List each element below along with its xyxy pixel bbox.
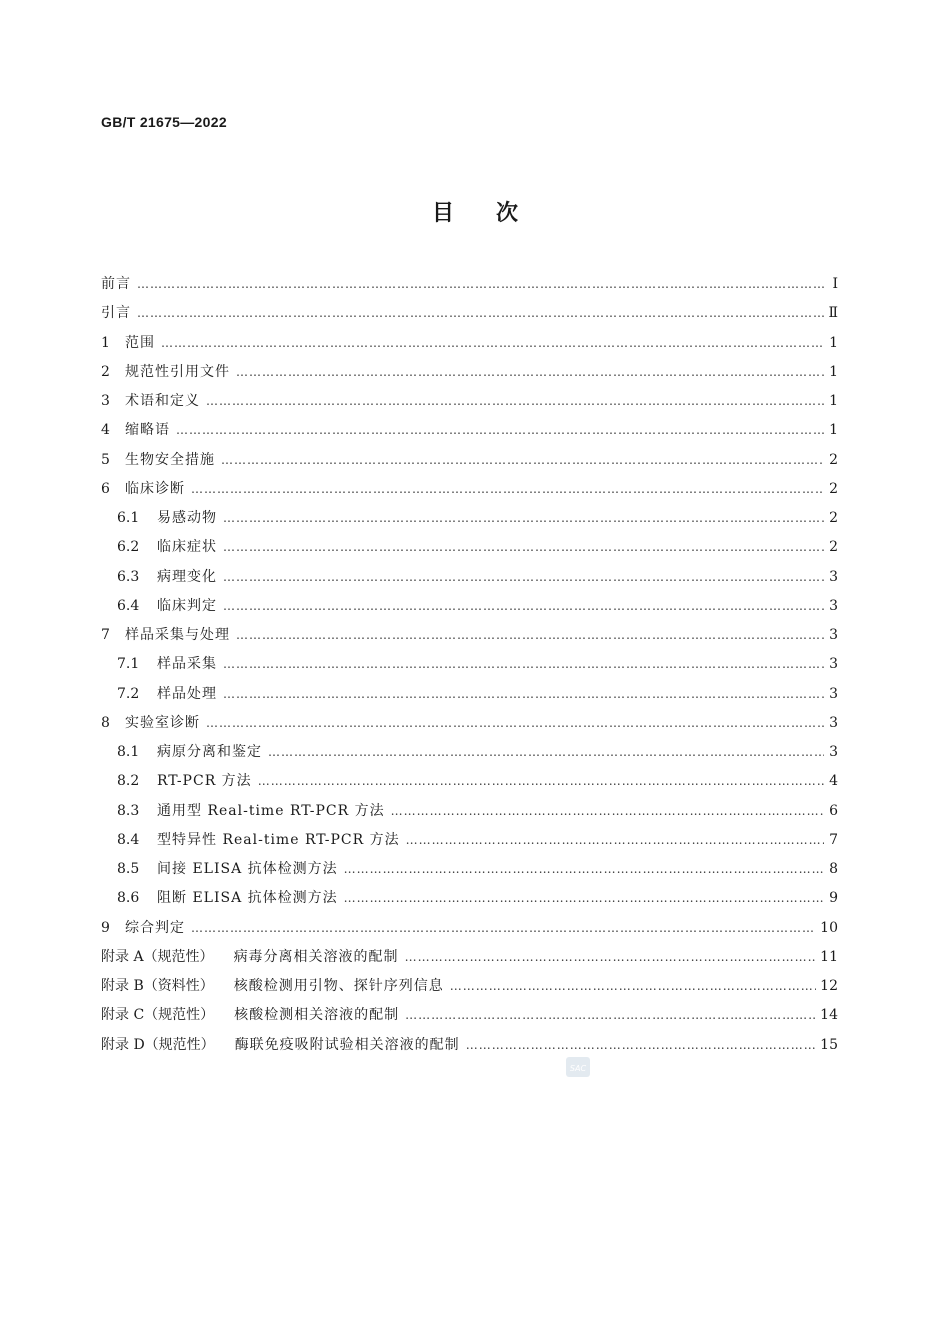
toc-entry-page: 1 [829, 363, 838, 380]
dot-leader [236, 358, 824, 387]
toc-entry-page: 6 [829, 802, 838, 819]
toc-entry-number: 8.2 [117, 773, 140, 790]
toc-entry-label: 阻断 ELISA 抗体检测方法 [157, 890, 338, 907]
toc-entry-page: 1 [829, 334, 838, 351]
toc-entry-page: 2 [829, 539, 838, 556]
toc-entry[interactable] [101, 563, 838, 592]
toc-entry-page: 7 [829, 831, 838, 848]
toc-entry[interactable] [101, 1031, 838, 1060]
dot-leader [223, 680, 824, 709]
dot-leader [137, 299, 824, 328]
toc-entry-label: 实验室诊断 [125, 714, 200, 731]
toc-entry[interactable] [101, 270, 838, 299]
toc-entry-page: 3 [829, 744, 838, 760]
toc-entry[interactable] [101, 797, 838, 826]
toc-entry-label: RT-PCR 方法 [157, 773, 252, 790]
toc-entry-number: 7.2 [117, 685, 140, 702]
toc-entry[interactable] [101, 914, 838, 943]
toc-entry-label: 型特异性 Real-time RT-PCR 方法 [157, 831, 400, 848]
dot-leader [405, 1001, 816, 1030]
toc-entry[interactable] [101, 709, 838, 738]
standard-code: GB/T 21675—2022 [101, 114, 227, 130]
toc-entry[interactable] [101, 358, 838, 387]
toc-entry-page: 2 [829, 510, 838, 526]
toc-entry[interactable] [101, 650, 838, 679]
toc-entry[interactable] [101, 767, 838, 796]
toc-entry-label: 术语和定义 [125, 393, 200, 409]
toc-entry-label: 样品采集与处理 [125, 627, 230, 643]
toc-entry-number: 2 [101, 363, 110, 380]
dot-leader [391, 797, 824, 826]
toc-entry[interactable] [101, 475, 838, 504]
toc-entry-number: 8.3 [117, 802, 140, 819]
toc-entry-number: 5 [101, 451, 110, 468]
toc-entry[interactable] [101, 299, 838, 328]
dot-leader [206, 709, 824, 738]
toc-entry-number: 7 [101, 627, 110, 643]
toc-entry-number: 8 [101, 714, 110, 731]
toc-entry-label: 通用型 Real-time RT-PCR 方法 [157, 802, 385, 819]
dot-leader [176, 416, 824, 445]
toc-entry-label: 病毒分离相关溶液的配制 [233, 948, 399, 965]
toc-entry[interactable] [101, 884, 838, 913]
sac-watermark-logo [565, 1056, 591, 1078]
toc-entry-label: 病理变化 [157, 568, 217, 585]
toc-entry-page: 10 [820, 919, 838, 936]
dot-leader [221, 446, 824, 475]
toc-entry-page: Ⅰ [832, 276, 838, 292]
toc-entry[interactable] [101, 680, 838, 709]
table-of-contents [101, 270, 838, 1060]
toc-entry[interactable] [101, 387, 838, 416]
toc-entry-page: 3 [829, 656, 838, 673]
toc-entry[interactable] [101, 972, 838, 1001]
dot-leader [344, 884, 824, 913]
toc-entry-label: 综合判定 [125, 919, 185, 936]
dot-leader [466, 1031, 816, 1060]
dot-leader [223, 592, 824, 621]
dot-leader [137, 270, 824, 299]
dot-leader [406, 826, 824, 855]
toc-entry-number: 9 [101, 919, 110, 936]
dot-leader [223, 504, 824, 533]
toc-entry-number: 6.3 [117, 568, 140, 585]
toc-entry-number: 6.4 [117, 597, 140, 614]
dot-leader [450, 972, 816, 1001]
dot-leader [161, 329, 824, 358]
toc-entry-page: 12 [820, 978, 838, 994]
dot-leader [223, 563, 824, 592]
toc-entry-number: 6.2 [117, 539, 140, 556]
toc-entry-page: 3 [829, 685, 838, 702]
toc-entry[interactable] [101, 738, 838, 767]
toc-entry-label: 前言 [101, 276, 131, 292]
toc-entry-label: 范围 [125, 334, 155, 351]
toc-entry[interactable] [101, 416, 838, 445]
toc-entry-page: 11 [820, 948, 838, 965]
toc-entry[interactable] [101, 329, 838, 358]
toc-entry-number: 附录 B（资料性） [101, 978, 214, 994]
toc-entry-label: 酶联免疫吸附试验相关溶液的配制 [234, 1036, 460, 1053]
toc-entry-label: 规范性引用文件 [125, 363, 230, 380]
toc-entry-label: 生物安全措施 [125, 451, 215, 468]
toc-entry-number: 附录 D（规范性） [101, 1036, 215, 1053]
toc-entry[interactable] [101, 943, 838, 972]
toc-entry-page: 3 [829, 597, 838, 614]
toc-entry-page: Ⅱ [828, 305, 838, 322]
toc-entry-number: 1 [101, 334, 110, 351]
dot-leader [206, 387, 824, 416]
toc-entry-label: 缩略语 [125, 422, 170, 439]
toc-entry-number: 4 [101, 422, 110, 439]
dot-leader [223, 533, 824, 562]
toc-entry-page: 2 [829, 451, 838, 468]
dot-leader [405, 943, 817, 972]
toc-entry-label: 易感动物 [157, 510, 217, 526]
toc-entry-label: 样品采集 [157, 656, 217, 673]
toc-entry-number: 8.6 [117, 890, 140, 907]
toc-entry[interactable] [101, 446, 838, 475]
dot-leader [191, 475, 824, 504]
toc-entry-label: 间接 ELISA 抗体检测方法 [157, 861, 338, 877]
toc-entry-page: 1 [829, 422, 838, 439]
toc-entry-label: 引言 [101, 305, 131, 322]
toc-entry-number: 附录 A（规范性） [101, 948, 214, 965]
toc-entry-page: 14 [820, 1007, 838, 1024]
toc-entry-page: 3 [829, 627, 838, 643]
watermark-text: SAC [569, 1064, 587, 1073]
toc-entry-page: 8 [829, 861, 838, 877]
toc-entry-label: 临床诊断 [125, 480, 185, 497]
toc-entry-number: 6 [101, 480, 110, 497]
toc-entry-number: 8.4 [117, 831, 140, 848]
toc-entry-label: 临床症状 [157, 539, 217, 556]
dot-leader [191, 914, 816, 943]
toc-entry-label: 临床判定 [157, 597, 217, 614]
toc-entry-number: 3 [101, 393, 110, 409]
dot-leader [268, 738, 824, 767]
toc-entry[interactable] [101, 504, 838, 533]
toc-entry-page: 2 [829, 480, 838, 497]
toc-entry[interactable] [101, 621, 838, 650]
toc-entry-page: 3 [829, 714, 838, 731]
toc-entry[interactable] [101, 592, 838, 621]
dot-leader [236, 621, 824, 650]
toc-entry-page: 1 [829, 393, 838, 409]
toc-entry[interactable] [101, 1001, 838, 1030]
dot-leader [344, 855, 824, 884]
toc-entry-page: 9 [829, 890, 838, 907]
toc-entry[interactable] [101, 855, 838, 884]
page-title: 目次 [431, 201, 560, 226]
toc-entry-page: 3 [829, 568, 838, 585]
toc-entry-number: 8.5 [117, 861, 140, 877]
dot-leader [223, 650, 824, 679]
toc-entry-page: 4 [829, 773, 838, 790]
toc-entry-label: 核酸检测相关溶液的配制 [234, 1007, 400, 1024]
toc-entry-number: 附录 C（规范性） [101, 1007, 215, 1024]
toc-entry-label: 病原分离和鉴定 [157, 744, 262, 760]
toc-entry-number: 8.1 [117, 744, 140, 760]
toc-entry-label: 核酸检测用引物、探针序列信息 [233, 978, 444, 994]
dot-leader [258, 767, 824, 796]
toc-entry[interactable] [101, 826, 838, 855]
toc-entry-number: 6.1 [117, 510, 140, 526]
toc-entry[interactable] [101, 533, 838, 562]
toc-entry-number: 7.1 [117, 656, 140, 673]
toc-entry-label: 样品处理 [157, 685, 217, 702]
toc-entry-page: 15 [820, 1036, 838, 1053]
